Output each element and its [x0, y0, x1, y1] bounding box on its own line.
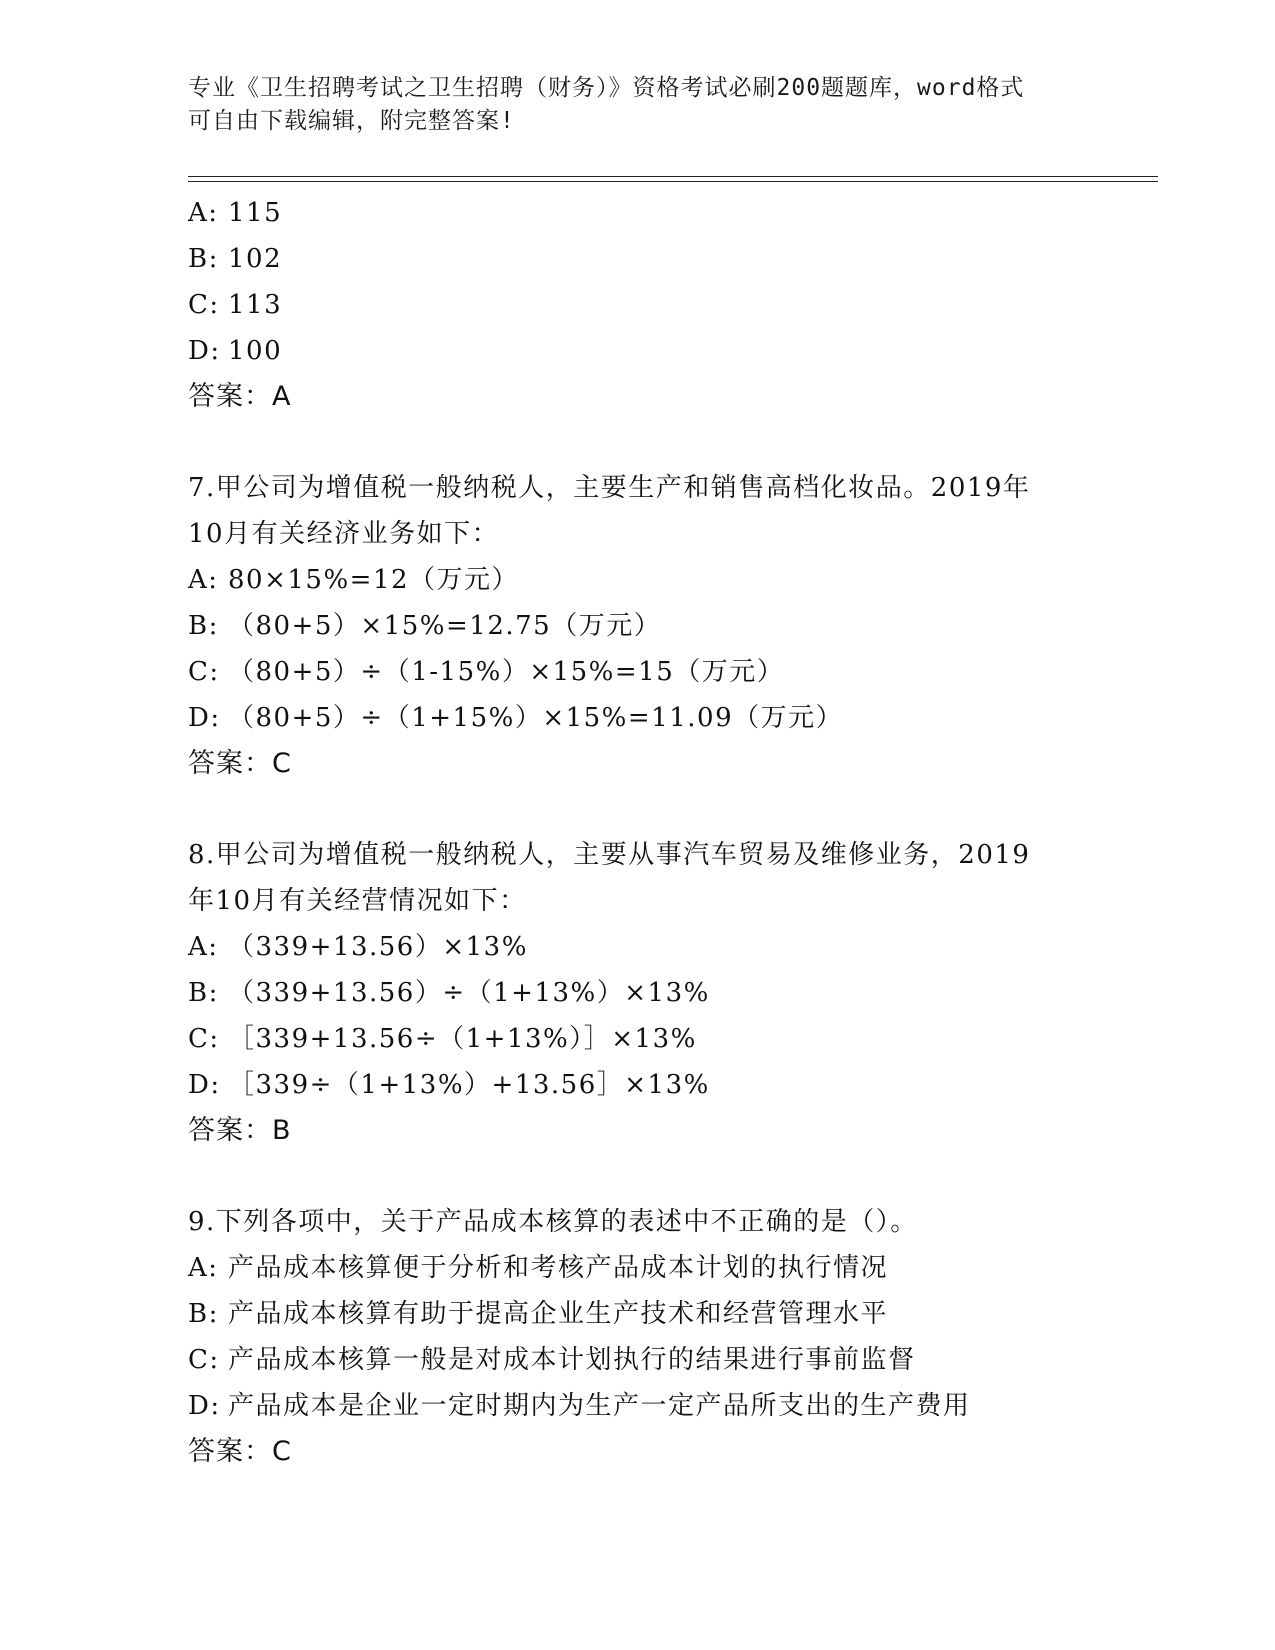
option-a: [188, 1245, 1088, 1291]
question-stem-continued: 年10月有关经营情况如下：: [188, 886, 527, 916]
option-d: [188, 695, 1088, 741]
option-text: ［339÷（1+13%）+13.56］×13%: [228, 1070, 710, 1100]
option-d: [188, 328, 1088, 374]
option-key: C:: [188, 1024, 220, 1054]
header-line-1: 专业《卫生招聘考试之卫生招聘（财务）》资格考试必刷200题题库，word格式: [188, 75, 1025, 101]
option-text: 产品成本核算有助于提高企业生产技术和经营管理水平: [228, 1299, 889, 1329]
option-key: C:: [188, 1345, 220, 1375]
option-key: D:: [188, 1391, 221, 1421]
option-text: （80+5）÷（1+15%）×15%=11.09（万元）: [228, 703, 844, 733]
option-text: （80+5）×15%=12.75（万元）: [228, 611, 662, 641]
option-text: ［339+13.56÷（1+13%）］×13%: [228, 1024, 697, 1054]
option-key: D:: [188, 1070, 221, 1100]
option-key: B:: [188, 611, 219, 641]
option-key: B:: [188, 978, 219, 1008]
option-c: [188, 282, 1088, 328]
spacer: [188, 420, 1088, 465]
option-key: D:: [188, 336, 221, 366]
option-b: [188, 236, 1088, 282]
option-text: 产品成本核算便于分析和考核产品成本计划的执行情况: [228, 1253, 889, 1283]
question-list: [188, 190, 1088, 1475]
option-b: [188, 1291, 1088, 1337]
question-8: [188, 832, 1088, 1154]
option-text: 产品成本是企业一定时期内为生产一定产品所支出的生产费用: [228, 1391, 971, 1421]
option-a: [188, 924, 1088, 970]
option-key: A:: [188, 198, 219, 228]
option-key: B:: [188, 1299, 219, 1329]
spacer: [188, 787, 1088, 832]
option-text: （80+5）÷（1-15%）×15%=15（万元）: [228, 657, 785, 687]
answer-line: 答案：C: [188, 748, 292, 779]
option-c: [188, 1016, 1088, 1062]
option-text: 115: [228, 198, 283, 228]
option-key: A:: [188, 1253, 219, 1283]
question-6: [188, 190, 1088, 420]
option-text: （339+13.56）÷（1+13%）×13%: [228, 978, 710, 1008]
option-text: 102: [228, 244, 283, 274]
answer-line: 答案：B: [188, 1115, 292, 1146]
page-header: [188, 72, 1088, 138]
header-line-2: 可自由下载编辑，附完整答案!: [188, 108, 515, 134]
option-c: [188, 1337, 1088, 1383]
option-a: [188, 190, 1088, 236]
option-b: [188, 970, 1088, 1016]
question-9: [188, 1199, 1088, 1475]
option-d: [188, 1383, 1088, 1429]
option-text: 113: [228, 290, 283, 320]
question-stem: 7.甲公司为增值税一般纳税人，主要生产和销售高档化妆品。2019年: [188, 473, 1031, 503]
option-key: C:: [188, 290, 220, 320]
option-d: [188, 1062, 1088, 1108]
question-7: [188, 465, 1088, 787]
option-key: B:: [188, 244, 219, 274]
spacer: [188, 1154, 1088, 1199]
question-stem: 9.下列各项中，关于产品成本核算的表述中不正确的是（）。: [188, 1207, 918, 1237]
option-a: [188, 557, 1088, 603]
option-text: 100: [228, 336, 283, 366]
option-key: A:: [188, 932, 219, 962]
option-b: [188, 603, 1088, 649]
option-key: A:: [188, 565, 219, 595]
answer-line: 答案：A: [188, 381, 292, 412]
option-text: 产品成本核算一般是对成本计划执行的结果进行事前监督: [228, 1345, 916, 1375]
option-key: C:: [188, 657, 220, 687]
option-c: [188, 649, 1088, 695]
question-stem-continued: 10月有关经济业务如下：: [188, 519, 500, 549]
option-text: 80×15%=12（万元）: [228, 565, 520, 595]
header-rule-top: [188, 176, 1158, 177]
header-rule-bottom: [188, 181, 1158, 182]
question-stem: 8.甲公司为增值税一般纳税人，主要从事汽车贸易及维修业务，2019: [188, 840, 1031, 870]
option-text: （339+13.56）×13%: [228, 932, 528, 962]
answer-line: 答案：C: [188, 1436, 292, 1467]
option-key: D:: [188, 703, 221, 733]
